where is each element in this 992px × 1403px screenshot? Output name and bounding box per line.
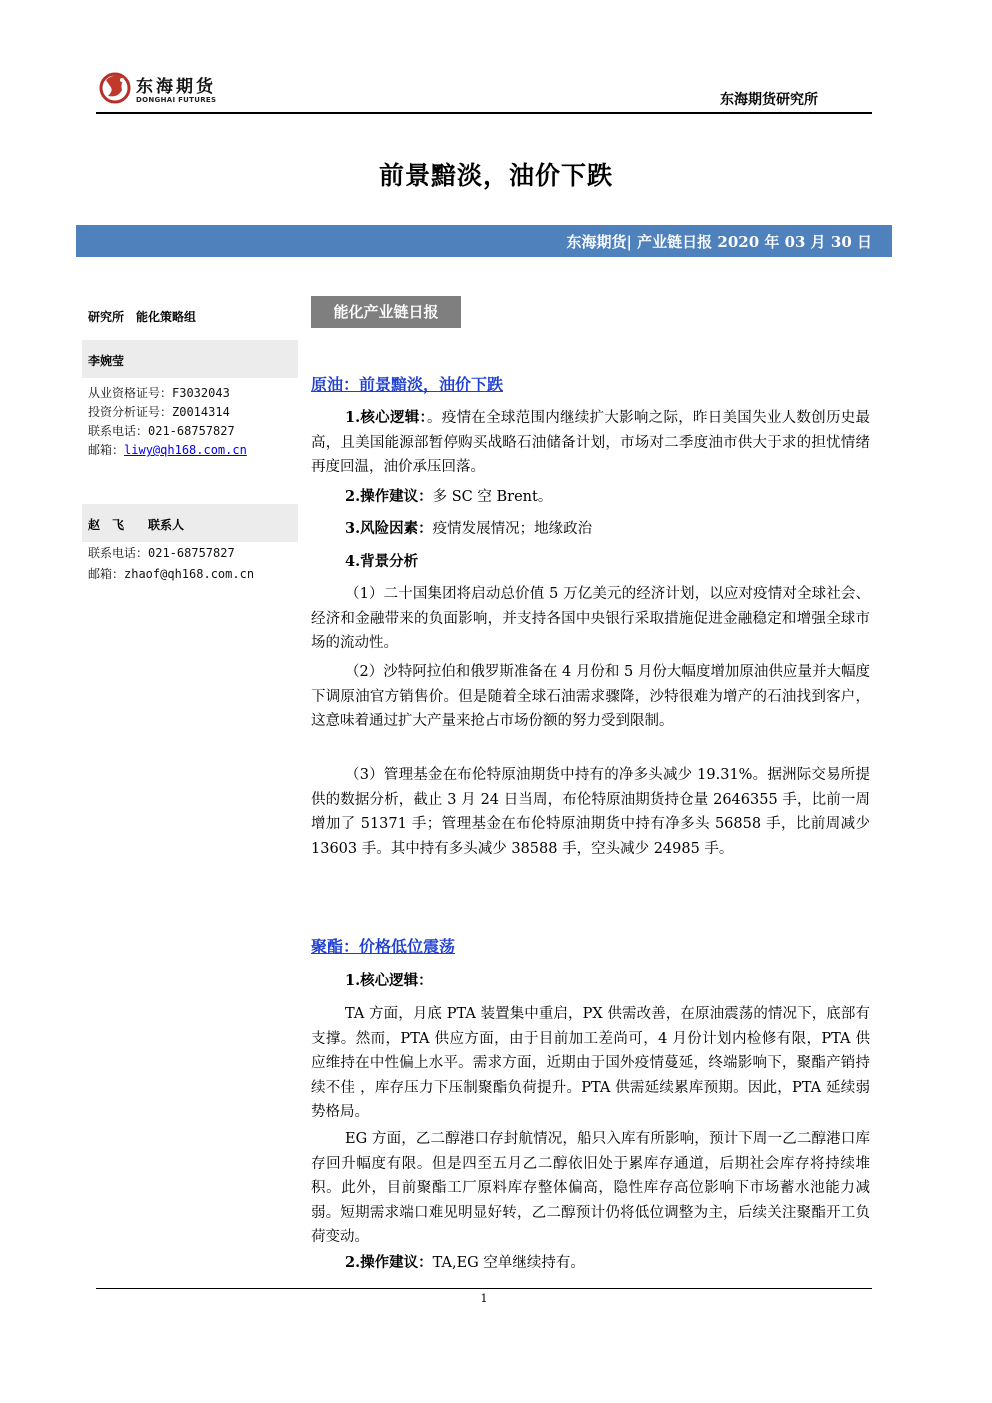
document-title: 前景黯淡，油价下跌 [378,161,613,190]
header-org-name: 东海期货研究所 [720,92,818,108]
analyst1-name: 李婉莹 [88,354,125,368]
logo-english-text: DONGHAI FUTURES [136,96,217,104]
crude-bg-label: 4.背景分析 [345,553,419,570]
section-tag: 能化产业链日报 [311,296,461,328]
analyst1-qual-cert: 从业资格证号：F3032043 [88,386,230,400]
polyester-logic-label: 1.核心逻辑： [345,972,433,989]
crude-logic [311,406,870,480]
crude-bg-1: （1）二十国集团将启动总价值 5 万亿美元的经济计划，以应对疫情对全球社会、经济和金融带来的负面影响，并支持各国中央银行采取措施促进金融稳定和增强全球市场的流动性。 [311,586,870,651]
analyst2-name-box [82,504,298,542]
analyst2-name: 赵 飞 联系人 [88,518,185,532]
crude-heading[interactable]: 原油：前景黯淡，油价下跌 [311,375,504,394]
page-number: 1 [480,1292,488,1305]
polyester-ta-paragraph: TA 方面，月底 PTA 装置集中重启，PX 供需改善，在原油震荡的情况下，底部有支撑。然而，PTA 供应方面，由于目前加工差尚可，4 月份计划内检修有限，PTA 供应维持在中性偏上水平。需求方面，近期由于国外疫情蔓延，终端影响下，聚酯产销持续不佳 ，库存压力下压制聚酯负荷提升。PTA 供需延续累库预期。因此，PTA 延续弱势格局。 [311,1006,870,1120]
crude-risk [311,517,870,542]
crude-risk-label: 3.风险因素： [345,520,433,537]
crude-bg-2: （2）沙特阿拉伯和俄罗斯准备在 4 月份和 5 月份大幅度增加原油供应量并大幅度下调原油官方销售价。但是随着全球石油需求骤降，沙特很难为增产的石油找到客户，这意味着通过扩大产量来抢占市场份额的努力受到限制。 [311,664,870,729]
polyester-advice [311,1251,870,1276]
analyst2-email: 邮箱：zhaof@qh168.com.cn [88,567,255,581]
sidebar-dept: 研究所 能化策略组 [88,310,197,324]
polyester-advice-label: 2.操作建议： [345,1254,433,1271]
crude-advice-label: 2.操作建议： [345,488,433,505]
polyester-eg-paragraph: EG 方面，乙二醇港口存封航情况，船只入库有所影响，预计下周一乙二醇港口库存回升幅度有限。但是四至五月乙二醇依旧处于累库存通道，后期社会库存将持续堆积。此外，目前聚酯工厂原料库存整体偏高，隐性库存高位影响下市场蓄水池能力减弱。短期需求端口难见明显好转，乙二醇预计仍将低位调整为主，后续关注聚酯开工负荷变动。 [311,1131,870,1245]
crude-bg-3: （3）管理基金在布伦特原油期货中持有的净多头减少 19.31%。据洲际交易所提供的数据分析，截止 3 月 24 日当周，布伦特原油期货持仓量 2646355 手，比前一周增加了 51371 手；管理基金在布伦特原油期货中持有净多头 56858 手，比前周减少 13603 手。其中持有多头减少 38588 手，空头减少 24985 手。 [311,767,870,857]
polyester-logic-heading [311,969,870,994]
footer-divider [96,1288,872,1289]
logo-dragon-icon [98,68,134,108]
crude-advice [311,485,870,510]
company-logo [98,68,228,108]
polyester-heading[interactable]: 聚酯：价格低位震荡 [311,937,456,956]
crude-logic-text: 。疫情在全球范围内继续扩大影响之际，昨日美国失业人数创历史最高，且美国能源部暂停购买战略石油储备计划，市场对二季度油市供大于求的担忧情绪再度回温，油价承压回落。 [311,410,871,475]
analyst1-invest-cert: 投资分析证号：Z0014314 [88,405,230,419]
polyester-advice-text: TA,EG 空单继续持有。 [432,1255,585,1271]
page-header [96,62,872,114]
crude-bg-heading [311,550,870,575]
crude-advice-text: 多 SC 空 Brent。 [432,489,553,505]
crude-risk-text: 疫情发展情况；地缘政治 [432,521,593,537]
analyst1-email-link[interactable]: liwy@qh168.com.cn [124,443,247,457]
report-banner [76,225,892,257]
analyst1-phone: 联系电话：021-68757827 [88,424,235,438]
analyst1-name-box [82,340,298,378]
analyst2-phone: 联系电话：021-68757827 [88,546,235,560]
banner-text: 东海期货| 产业链日报 2020 年 03 月 30 日 [566,233,872,251]
analyst1-email-row [88,441,247,458]
crude-logic-label: 1.核心逻辑： [345,409,428,426]
header-divider [96,112,872,114]
logo-chinese-text: 东海期货 [136,77,216,97]
analyst1-email-label: 邮箱： [88,443,125,457]
